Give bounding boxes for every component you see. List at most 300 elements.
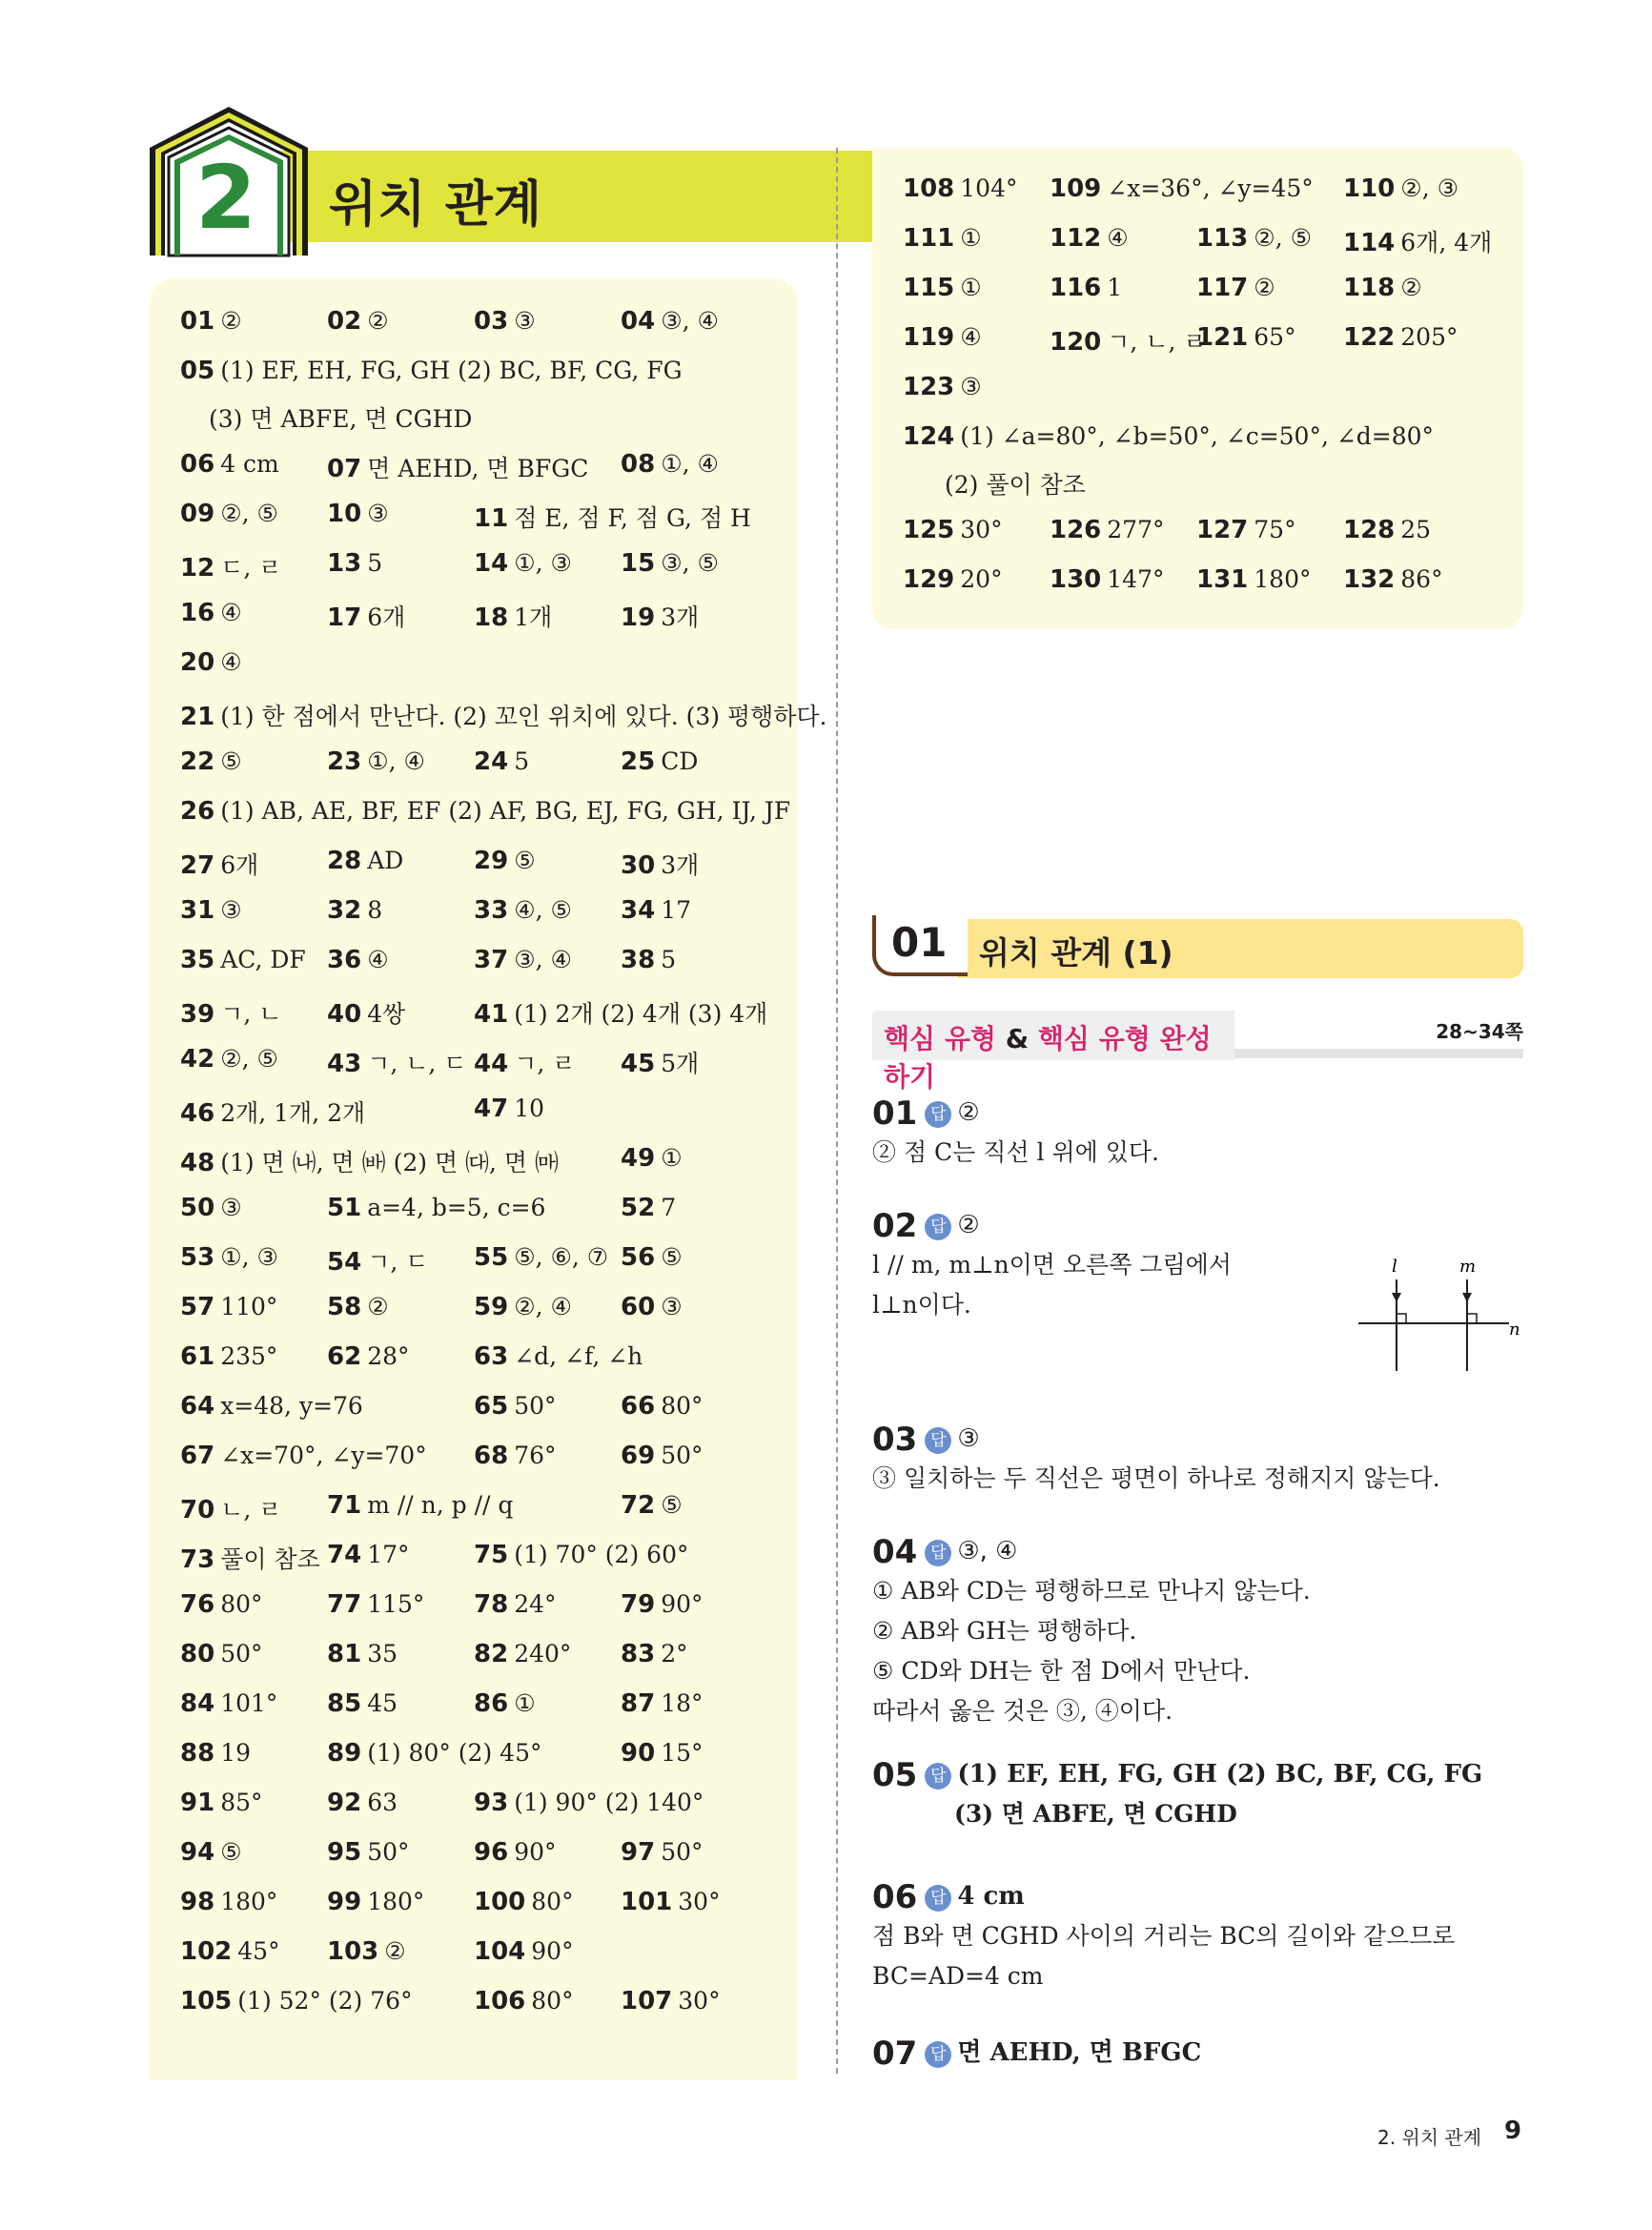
answer-item (903, 516, 1003, 544)
answer-item (1343, 565, 1443, 594)
problem-number: 84 (180, 1689, 215, 1718)
problem-number: 117 (1196, 274, 1249, 302)
answer-value: 50° (661, 1838, 704, 1866)
section-header (872, 915, 1523, 978)
problem-number: 05 (180, 357, 215, 385)
answer-item (945, 466, 1086, 501)
problem-number: 57 (180, 1293, 215, 1321)
answer-value: (2) 풀이 참조 (945, 471, 1086, 499)
answer-value: ②, ③ (1400, 174, 1458, 202)
answer-value: 30° (678, 1987, 721, 2015)
answer-item (621, 1987, 721, 2015)
problem-number: 34 (621, 896, 656, 925)
problem-number: 76 (180, 1590, 215, 1619)
problem-number: 42 (180, 1045, 215, 1074)
answer-item (1050, 174, 1314, 203)
problem-number: 75 (474, 1541, 509, 1569)
problem-number: 124 (903, 422, 955, 451)
answer-value: (1) ∠a=80°, ∠b=50°, ∠c=50°, ∠d=80° (960, 422, 1435, 450)
answer-item (1196, 323, 1296, 352)
problem-number: 40 (327, 1000, 362, 1029)
problem-number: 100 (474, 1888, 526, 1916)
answer-row (180, 747, 779, 795)
chapter-title: 위치 관계 (329, 176, 543, 234)
answer-value: ③ (220, 896, 242, 924)
problem-number: 83 (621, 1640, 656, 1668)
answer-item (327, 1491, 513, 1520)
problem-number: 123 (903, 373, 955, 401)
problem-number: 127 (1196, 516, 1249, 544)
answer-value: (1) 면 ㈏, 면 ㈓ (2) 면 ㈐, 면 ㈒ (220, 1149, 560, 1176)
problem-number: 35 (180, 946, 215, 974)
problem-number: 29 (474, 847, 509, 875)
solution-answer: ③, ④ (957, 1537, 1018, 1565)
problem-number: 111 (903, 224, 955, 253)
answer-item (327, 549, 382, 578)
problem-number: 103 (327, 1937, 379, 1966)
answer-item (180, 1937, 280, 1966)
answer-row (180, 1095, 779, 1142)
answer-value: 3개 (661, 604, 700, 631)
problem-number: 70 (180, 1496, 215, 1524)
answer-row (180, 1739, 779, 1787)
answer-badge: 답 (925, 2041, 951, 2068)
problem-number: 36 (327, 946, 362, 974)
problem-number: 86 (474, 1689, 509, 1718)
answer-value: ①, ④ (661, 450, 719, 478)
solution-answer: ② (957, 1098, 980, 1127)
answer-row (180, 1442, 779, 1489)
answer-item (180, 1144, 559, 1178)
answer-value: 17 (661, 896, 691, 924)
answer-value: 점 E, 점 F, 점 G, 점 H (514, 504, 751, 532)
answer-item (621, 1392, 704, 1421)
answer-value: ②, ⑤ (220, 1045, 278, 1073)
problem-number: 99 (327, 1888, 362, 1916)
problem-number: 07 (327, 455, 362, 483)
answer-value: 65° (1254, 323, 1296, 351)
line-n-label: n (1509, 1320, 1520, 1340)
answer-item (474, 946, 572, 974)
problem-number: 20 (180, 648, 215, 677)
answer-row (180, 946, 779, 993)
answer-value: (1) 90° (2) 140° (514, 1789, 704, 1816)
answer-value: 6개 (220, 851, 259, 879)
answer-item (327, 1590, 424, 1619)
answer-value: (1) EF, EH, FG, GH (2) BC, BF, CG, FG (220, 357, 683, 384)
answer-badge: 답 (925, 1540, 951, 1566)
problem-number: 26 (180, 797, 215, 826)
answer-item (1050, 565, 1165, 594)
answer-item (180, 1689, 277, 1718)
problem-number: 38 (621, 946, 656, 974)
solution-07 (872, 2033, 1523, 2073)
answer-row (180, 549, 779, 597)
answer-item (474, 1342, 642, 1371)
answer-item (180, 1095, 365, 1129)
problem-number: 112 (1050, 224, 1102, 253)
problem-number: 25 (621, 747, 656, 776)
answer-item (180, 1590, 263, 1619)
answer-row (180, 1293, 779, 1340)
problem-number: 04 (621, 307, 656, 336)
answer-badge: 답 (925, 1101, 951, 1128)
answer-value: 5 (367, 549, 383, 577)
answer-item (327, 307, 389, 336)
answer-value: ④ (1107, 224, 1129, 252)
answer-row (180, 1937, 779, 1985)
problem-number: 23 (327, 747, 362, 776)
answer-item (180, 1888, 277, 1916)
problem-number: 61 (180, 1342, 215, 1371)
problem-number: 55 (474, 1243, 509, 1272)
answer-value: x=48, y=76 (220, 1392, 363, 1420)
answer-item (903, 373, 982, 401)
answer-value: 76° (514, 1442, 557, 1469)
answer-item (1343, 174, 1458, 203)
answer-value: 63 (367, 1789, 398, 1816)
answer-row (180, 847, 779, 894)
answer-row (180, 1541, 779, 1588)
answer-value: 2개, 1개, 2개 (220, 1099, 366, 1127)
problem-number: 106 (474, 1987, 526, 2015)
problem-number: 94 (180, 1838, 215, 1867)
answer-item (327, 599, 405, 633)
answer-value: 85° (220, 1789, 263, 1816)
answer-row (903, 422, 1504, 470)
answer-value: 50° (661, 1442, 704, 1469)
answer-value: 5 (661, 946, 677, 973)
answer-row (180, 896, 779, 944)
answer-value: 10 (514, 1095, 544, 1122)
answer-item (474, 847, 536, 875)
type-label (884, 1018, 1234, 1095)
answer-item (621, 1640, 688, 1668)
answer-item (474, 1689, 536, 1718)
answer-item (1196, 516, 1296, 544)
answer-item (474, 1640, 571, 1668)
page-number: 9 (1504, 2117, 1522, 2145)
problem-number: 60 (621, 1293, 656, 1321)
answer-value: (1) 2개 (2) 4개 (3) 4개 (514, 1000, 768, 1028)
answer-row (180, 1838, 779, 1886)
answer-item (621, 896, 691, 925)
answer-row (180, 400, 779, 448)
answer-value: ∠x=36°, ∠y=45° (1107, 174, 1314, 202)
answer-item (180, 847, 258, 881)
problem-number: 39 (180, 1000, 215, 1029)
answer-value: 20° (960, 565, 1003, 593)
answer-row (903, 516, 1504, 563)
type-bar-line (1234, 1049, 1523, 1058)
answer-value: (1) 52° (2) 76° (237, 1987, 413, 2015)
answer-value: ㄷ, ㄹ (220, 554, 282, 582)
answer-item (180, 1987, 413, 2015)
answer-value: ㄱ, ㄹ (514, 1050, 576, 1077)
problem-number: 80 (180, 1640, 215, 1668)
answer-item (1050, 274, 1122, 302)
answer-value: 147° (1107, 565, 1165, 593)
answer-value: ③ (220, 1194, 242, 1221)
problem-number: 37 (474, 946, 509, 974)
answer-item (327, 1937, 406, 1966)
answer-value: 면 AEHD, 면 BFGC (367, 455, 589, 482)
problem-number: 30 (621, 851, 656, 880)
answer-value: ① (960, 224, 982, 252)
answer-row (180, 1243, 779, 1291)
problem-number: 101 (621, 1888, 673, 1916)
problem-number: 03 (474, 307, 509, 336)
answer-value: 90° (514, 1838, 557, 1866)
solution-04 (872, 1533, 1523, 1731)
answer-value: (3) 면 ABFE, 면 CGHD (209, 405, 473, 433)
answer-item (180, 1491, 281, 1525)
answer-value: 8 (367, 896, 383, 924)
answer-row (903, 373, 1504, 420)
answer-row (180, 599, 779, 646)
answer-value: ∠x=70°, ∠y=70° (220, 1442, 427, 1469)
answer-item (474, 599, 552, 633)
answer-value: ㄴ, ㄹ (220, 1496, 282, 1524)
answer-item (621, 1045, 699, 1079)
problem-number: 96 (474, 1838, 509, 1867)
answer-row (180, 1590, 779, 1638)
problem-number: 43 (327, 1050, 362, 1078)
problem-number: 02 (327, 307, 362, 336)
answer-row (180, 1194, 779, 1241)
answer-value: 115° (367, 1590, 425, 1618)
answer-item (180, 896, 242, 925)
answer-item (327, 450, 588, 484)
problem-number: 59 (474, 1293, 509, 1321)
answer-value: ①, ④ (367, 747, 425, 775)
answer-panel-right (872, 148, 1523, 629)
answer-item (327, 1888, 424, 1916)
answer-row (180, 1888, 779, 1935)
answer-value: a=4, b=5, c=6 (367, 1194, 546, 1221)
answer-item (621, 946, 676, 974)
answer-value: ② (367, 1293, 389, 1320)
answer-item (903, 565, 1003, 594)
problem-number: 91 (180, 1789, 215, 1817)
answer-value: ⑤ (661, 1491, 683, 1519)
section-number: 01 (891, 919, 948, 966)
answer-item (327, 1342, 410, 1371)
answer-value: ① (960, 274, 982, 301)
problem-number: 71 (327, 1491, 362, 1520)
problem-number: 27 (180, 851, 215, 880)
answer-value: 풀이 참조 (220, 1545, 320, 1573)
answer-value: 80° (220, 1590, 263, 1618)
answer-item (180, 1392, 363, 1421)
answer-value: AD (367, 847, 404, 874)
answer-item (474, 1541, 688, 1569)
answer-value: ④, ⑤ (514, 896, 572, 924)
answer-item (1343, 516, 1431, 544)
problem-number: 105 (180, 1987, 233, 2015)
column-divider (836, 148, 838, 2074)
answer-item (474, 307, 536, 336)
answer-value: ㄱ, ㄴ, ㄷ (367, 1050, 467, 1077)
problem-number: 54 (327, 1248, 362, 1277)
answer-item (1050, 224, 1129, 253)
answer-badge: 답 (925, 1885, 951, 1912)
solution-line: ② 점 C는 직선 l 위에 있다. (872, 1138, 1159, 1166)
answer-item (903, 224, 982, 253)
answer-value: 4쌍 (367, 1000, 406, 1028)
answer-value: ㄱ, ㄴ (220, 1000, 282, 1028)
answer-item (327, 1243, 428, 1278)
answer-value: 80° (531, 1987, 574, 2015)
problem-number: 115 (903, 274, 955, 302)
answer-value: ③ (661, 1293, 683, 1320)
answer-row (180, 1045, 779, 1093)
answer-row (180, 1342, 779, 1390)
type-label-amp: & (995, 1023, 1038, 1054)
answer-value: ③ (960, 373, 982, 400)
answer-item (327, 1789, 398, 1817)
solution-line: BC=AD=4 cm (872, 1962, 1044, 1990)
problem-number: 92 (327, 1789, 362, 1817)
answer-item (474, 1590, 557, 1619)
problem-number: 48 (180, 1149, 215, 1177)
problem-number: 95 (327, 1838, 362, 1867)
answer-value: 80° (661, 1392, 704, 1420)
answer-row (903, 323, 1504, 371)
answer-item (621, 1689, 704, 1718)
answer-item (180, 1789, 263, 1817)
solution-number: 02 (872, 1207, 918, 1245)
answer-item (903, 422, 1434, 451)
solution-number: 06 (872, 1878, 918, 1916)
answer-value: ∠d, ∠f, ∠h (514, 1342, 643, 1370)
answer-item (180, 450, 279, 479)
answer-item (621, 1442, 704, 1470)
problem-number: 56 (621, 1243, 656, 1272)
answer-item (621, 1590, 704, 1619)
answer-value: ②, ⑤ (1254, 224, 1312, 252)
answer-value: 86° (1400, 565, 1443, 593)
answer-item (327, 995, 405, 1030)
problem-number: 67 (180, 1442, 215, 1470)
answer-item (621, 1491, 683, 1520)
answer-item (180, 357, 683, 385)
answer-item (327, 1194, 545, 1222)
answer-item (621, 1243, 683, 1272)
problem-number: 49 (621, 1144, 656, 1173)
answer-value: ① (661, 1144, 683, 1172)
solution-line: ⑤ CD와 DH는 한 점 D에서 만난다. (872, 1657, 1251, 1685)
answer-value: 15° (661, 1739, 704, 1767)
answer-value: ②, ④ (514, 1293, 572, 1320)
answer-item (327, 1689, 398, 1718)
answer-item (327, 1739, 541, 1768)
answer-row (180, 450, 779, 498)
answer-value: 5 (514, 747, 530, 775)
answer-value: ①, ③ (514, 549, 572, 577)
solution-number: 05 (872, 1756, 918, 1794)
answer-value: 25 (1400, 516, 1432, 543)
answer-value: ③, ④ (514, 946, 572, 973)
answer-value: 101° (220, 1689, 278, 1717)
answer-item (180, 1243, 278, 1272)
answer-value: ④ (960, 323, 982, 351)
answer-item (209, 400, 472, 435)
answer-item (180, 1045, 278, 1074)
answer-value: ③ (367, 500, 389, 527)
answer-value: 30° (678, 1888, 721, 1915)
answer-item (180, 599, 242, 627)
problem-number: 51 (327, 1194, 362, 1222)
problem-number: 21 (180, 703, 215, 731)
answer-item (474, 995, 767, 1030)
answer-value: 1개 (514, 604, 553, 631)
answer-value: ④ (367, 946, 389, 973)
problem-number: 46 (180, 1099, 215, 1128)
problem-number: 126 (1050, 516, 1102, 544)
chapter-header (148, 105, 796, 257)
answer-item (180, 1342, 277, 1371)
problem-number: 121 (1196, 323, 1249, 352)
answer-badge: 답 (925, 1763, 951, 1790)
answer-value: ④ (220, 599, 242, 626)
answer-value: ㄱ, ㄴ, ㄹ (1107, 328, 1207, 356)
answer-item (327, 1838, 410, 1867)
answer-item (621, 1838, 704, 1867)
solution-line: ② AB와 GH는 평행하다. (872, 1617, 1137, 1645)
answer-value: 75° (1254, 516, 1296, 543)
answer-value: 277° (1107, 516, 1165, 543)
section-title: 위치 관계 (1) (979, 934, 1173, 972)
answer-item (180, 307, 242, 336)
answer-item (180, 1442, 427, 1470)
answer-item (474, 1243, 608, 1272)
problem-number: 65 (474, 1392, 509, 1421)
answer-item (474, 1789, 704, 1817)
answer-value: 7 (661, 1194, 677, 1221)
answer-item (327, 747, 425, 776)
answer-item (327, 500, 389, 528)
answer-item (327, 1541, 410, 1569)
problem-number: 77 (327, 1590, 362, 1619)
answer-item (180, 797, 790, 826)
answer-item (180, 1194, 242, 1222)
problem-number: 82 (474, 1640, 509, 1668)
answer-item (327, 1045, 466, 1079)
line-l-label: l (1392, 1257, 1397, 1277)
type-label-box (872, 1011, 1234, 1093)
answer-value: ③ (514, 307, 536, 335)
answer-row (180, 357, 779, 404)
problem-number: 24 (474, 747, 509, 776)
problem-number: 69 (621, 1442, 656, 1470)
answer-value: ② (1254, 274, 1275, 301)
problem-number: 11 (474, 504, 509, 533)
solution-06 (872, 1878, 1523, 1996)
footer-chapter: 2. 위치 관계 (1377, 2126, 1482, 2149)
answer-item (1343, 274, 1422, 302)
answer-item (474, 1442, 557, 1470)
problem-number: 132 (1343, 565, 1396, 594)
problem-number: 28 (327, 847, 362, 875)
answer-item (474, 1095, 544, 1123)
answer-value: ⑤ (661, 1243, 683, 1271)
problem-number: 119 (903, 323, 955, 352)
problem-number: 120 (1050, 328, 1102, 357)
problem-number: 08 (621, 450, 656, 479)
answer-item (474, 1838, 557, 1867)
answer-item (180, 1293, 277, 1321)
